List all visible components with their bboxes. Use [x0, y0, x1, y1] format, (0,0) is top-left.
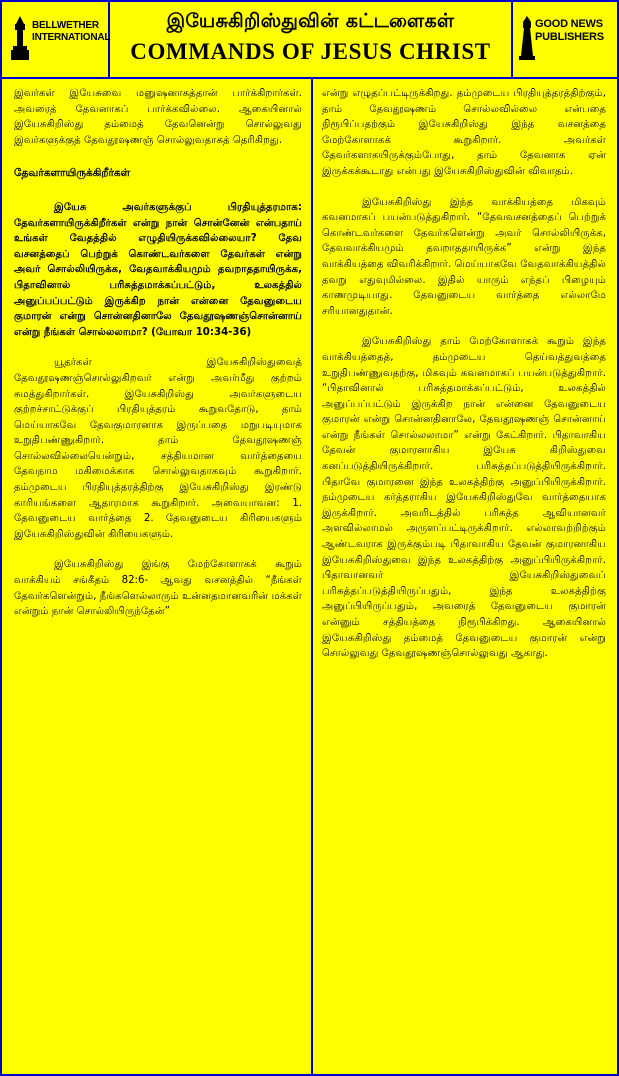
bell-tower-icon — [10, 16, 30, 60]
bellwether-logo-text — [32, 20, 110, 44]
lighthouse-icon — [519, 16, 535, 60]
left-paragraph-2: யூதர்கள் இயேசுகிறிஸ்துவைத் தேவதூஷணஞ்சொல்லுகிறவர் என்று அவர்மீது குற்றம் சுமத்துகிறார்கள். இயேசுகிறிஸ்து அவர்களுடைய குற்றச்சாட்டுக்குப் பிரதியுத்தரம் கூறுவதோடு, தாம் மெய்யாகவே தேவகுமாரனாக இருப்பதை மறுபடியுமாக உறுதிபண்ணுகிறார். தாம் தேவதூஷணஞ் சொல்லவில்லையென்றும், சத்தியமான வார்த்தையை தேவநாம மகிமைக்காக சொல்லுவதாகவும் கூறுகிறார். தம்முடைய பிரதியுத்தரத்திற்கு இயேசுகிறிஸ்து இரண்டு காரியங்களை ஆதாரமாக கூறுகிறார். அவையாவன: 1. தேவனுடைய வார்த்தை 2. தேவனுடைய கிரியைகளும் இயேசுகிறிஸ்துவின் கிரியைகளும். — [14, 357, 302, 540]
section-heading: தேவர்களாயிருக்கிறீர்கள் — [14, 167, 131, 180]
left-paragraph-3: இயேசுகிறிஸ்து இங்கு மேற்கோளாகக் கூறும் வாக்கியம் சங்கீதம் 82:6- ஆவது வசனத்தில் “நீங்கள் தேவர்களென்றும், நீங்களெல்லாரும் உன்னதமானவரின் மக்கள் என்றும் நான் சொல்லியிருந்தேன்” — [14, 559, 302, 618]
intro-paragraph: இவர்கள் இயேசுவை மனுஷனாகத்தான் பார்க்கிறார்கள். அவரைத் தேவனாகப் பார்க்கவில்லை. ஆகையினால் இயேசுகிறிஸ்து தம்மைத் தேவனென்று சொல்லுவது இவர்களுக்குத் தேவதூஷணஞ் சொல்லுவதாகத் தெரிகிறது. — [14, 88, 302, 146]
right-paragraph-2: இயேசுகிறிஸ்து இந்த வாக்கியத்தை மிகவும் கவனமாகப் பயன்படுத்துகிறார். “தேவவசனத்தைப் பெற்றுக் கொண்டவர்களை தேவர்களென்று அவர் சொல்லியிருக்க, தேவவாக்கியமும் தவறாததாயிருக்க” என்று இந்த வாக்கியத்தை விவரிக்கிறார். மெய்யாகவே வேதவாக்கியத்தில் தவறு எதுவுமில்லை. இதில் யாரும் எந்தப் பிழையும் காணமுடியாது. தேவனுடைய வார்த்தை எல்லாமே சரியானதுதான். — [322, 196, 606, 317]
title-area — [110, 2, 511, 77]
logo-left-line-2: INTERNATIONAL — [32, 32, 111, 43]
logo-left-line-1: BELLWETHER — [32, 20, 99, 31]
column-divider — [311, 79, 313, 1074]
good-news-logo-text — [535, 18, 604, 44]
logo-right-line-2: PUBLISHERS — [535, 31, 604, 43]
right-paragraph-3: இயேசுகிறிஸ்து தாம் மேற்கோளாகக் கூறும் இந்த வாக்கியத்தைத், தம்முடைய தெய்வத்துவத்தை உறுதிபண்ணுவதற்கு, மிகவும் கவனமாகப் பயன்படுத்துகிறார். “பிதாவினால் பரிசுத்தமாக்கப்பட்டும், உலகத்தில் அனுப்பப்பட்டும் இருக்கிற நான் என்னை தேவனுடைய குமாரன் என்று சொன்னதினாலே, தேவதூஷணஞ் சொன்னாய் என்று நீங்கள் சொல்லலாமா” என்று கேட்கிறார். பிதாவாகிய தேவன் குமாரனாகிய இயேசு கிறிஸ்துவை கனப்படுத்தியிருக்கிறார். பரிசுத்தப்படுத்தியிருக்கிறார். பிதாவே குமாரனை இந்த உலகத்திற்கு அனுப்பியிருக்கிறார். நம்முடைய கர்த்தராகிய இயேசுகிறிஸ்துவே வார்த்தையாக இருக்கிறார். அவரிடத்தில் பரிசுத்த ஆவியானவர் அளவில்லாமல் அருளப்பட்டிருக்கிறார். எல்லாவற்றிற்கும் ஆண்டவராக இருக்கும்படி பிதாவாகிய தேவன் குமாரனாகிய இயேசுகிறிஸ்துவை இந்த உலகத்திற்கு அனுப்பியிருக்கிறார். பிதாவானவர் இயேசுகிறிஸ்துவைப் பரிசுத்தப்படுத்தியிருப்பதும், இந்த உலகத்திற்கு அனுப்பியிருப்பதும், அவரைத் தேவனுடைய குமாரன் என்னும் சத்தியத்தை நிரூபிக்கிறது. ஆகையினால் இயேசுகிறிஸ்து தம்மைத் தேவனுடைய குமாரன் என்று சொல்லுவது தேவதூஷணஞ்சொல்லுவது ஆகாது. — [322, 336, 606, 660]
logo-right-line-1: GOOD NEWS — [535, 18, 603, 30]
good-news-logo — [511, 2, 617, 77]
left-column — [14, 86, 302, 620]
bellwether-logo — [2, 2, 110, 77]
title-tamil: இயேசுகிறிஸ்துவின் கட்டளைகள் — [166, 10, 455, 32]
title-english: COMMANDS OF JESUS CHRIST — [130, 39, 491, 64]
right-column — [322, 86, 606, 662]
right-paragraph-1: என்று எழுதப்பட்டிருக்கிறது. தம்முடைய பிரதியுத்தரத்திற்கும், தாம் தேவதூஷணம் சொல்லவில்லை என்பதை நிரூபிப்பதற்கும் இயேசுகிறிஸ்து இந்த வசனத்தை மேற்கோளாகக் கூறுகிறார். அவர்கள் தேவர்களாகயிருக்கும்போது, தாம் தேவனாக ஏன் இருக்கக்கூடாது என்பது இயேசுகிறிஸ்துவின் விவாதம். — [322, 88, 606, 177]
scripture-quote: இயேசு அவர்களுக்குப் பிரதியுத்தரமாக: தேவர்களாயிருக்கிறீர்கள் என்று நான் சொன்னேன் என்பதாய் உங்கள் வேதத்தில் எழுதியிருக்கவில்லையா? தேவ வசனத்தைப் பெற்றுக் கொண்டவர்களை தேவர்கள் என்று அவர் சொல்லியிருக்க, வேதவாக்கியமும் தவறாததாயிருக்க, பிதாவினால் பரிசுத்தமாக்கப்பட்டும், உலகத்தில் அனுப்பப்பட்டும் இருக்கிற நான் என்னை தேவனுடைய குமாரன் என்று சொன்னதினாலே தேவதூஷணஞ்சொன்னாய் என்று நீங்கள் சொல்லலாமா? (யோவா 10:34-36) — [14, 201, 302, 338]
header — [2, 2, 617, 79]
